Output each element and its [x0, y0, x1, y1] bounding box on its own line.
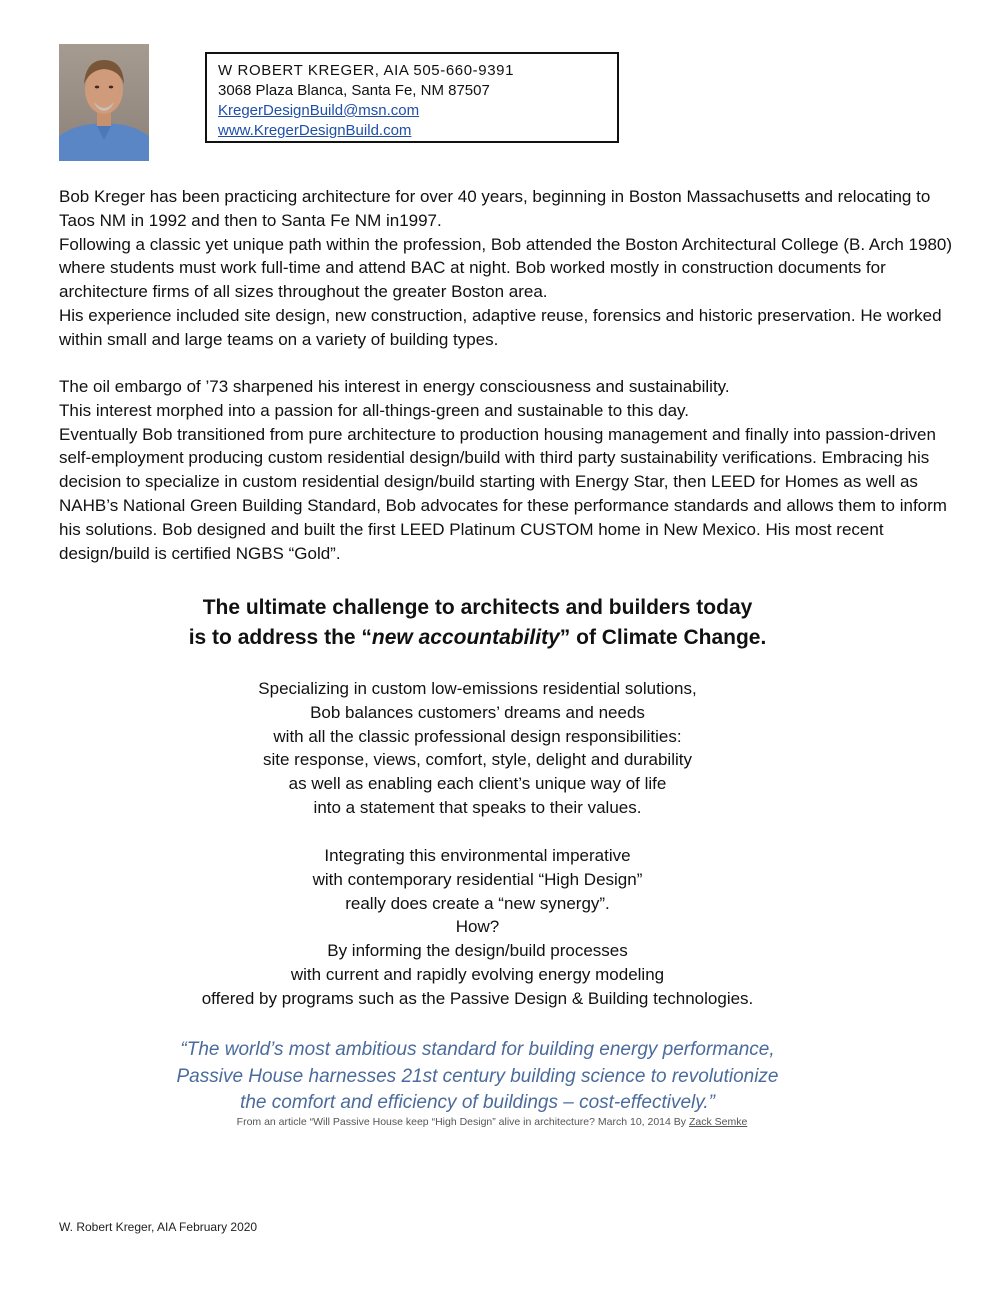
- contact-website-link[interactable]: www.KregerDesignBuild.com: [218, 122, 412, 139]
- contact-address: 3068 Plaza Blanca, Santa Fe, NM 87507: [218, 82, 490, 99]
- page-footer: W. Robert Kreger, AIA February 2020: [59, 1220, 258, 1234]
- text-line: with contemporary residential “High Design”: [312, 869, 643, 889]
- bio-text: Eventually Bob transitioned from pure architecture to production housing management and finally into passion-driven self-employment producing custom residential design/build with third party sustainability verifications. Embracing his decision to specialize in custom residential design/build starting with Energy Star, then LEED for Homes as well as NAHB’s National Green Building Standard, Bob advocates for these performance standards and allows them to inform his solutions. Bob designed and built the first LEED Platinum CUSTOM home in New Mexico. His most recent design/build is certified NGBS “Gold”.: [59, 424, 947, 563]
- bio-paragraph-2: [59, 375, 959, 565]
- source-author-link[interactable]: Zack Semke: [688, 1116, 748, 1128]
- text-line: By informing the design/build processes: [327, 941, 628, 961]
- contact-email-link[interactable]: KregerDesignBuild@msn.com: [218, 102, 420, 119]
- headline-line-2: is to address the “new accountability” of Climate Change.: [188, 626, 767, 649]
- headline-emphasis: new accountability: [371, 626, 560, 649]
- text-line: with current and rapidly evolving energy modeling: [290, 964, 665, 984]
- quote-line: “The world’s most ambitious standard for building energy performance,: [180, 1039, 775, 1060]
- text-line: Bob balances customers’ dreams and needs: [310, 702, 645, 722]
- bio-text: His experience included site design, new construction, adaptive reuse, forensics and historic preservation. He worked within small and large teams on a variety of building types.: [59, 305, 942, 349]
- quote-line: the comfort and efficiency of buildings – cost-effectively.”: [240, 1092, 715, 1113]
- text-line: How?: [455, 917, 500, 937]
- text-line: Integrating this environmental imperative: [324, 846, 631, 865]
- specializing-block: [0, 677, 955, 820]
- text-line: really does create a “new synergy”.: [345, 893, 610, 913]
- contact-box: [205, 52, 619, 143]
- bio-text: This interest morphed into a passion for all-things-green and sustainable to this day.: [59, 400, 689, 420]
- headline: [0, 593, 955, 653]
- quote-source: [0, 1116, 984, 1128]
- bio-text: Bob Kreger has been practicing architecture for over 40 years, beginning in Boston Massachusetts and relocating to Taos NM in 1992 and then to Santa Fe NM in1997.: [59, 187, 931, 230]
- text-line: Specializing in custom low-emissions residential solutions,: [258, 679, 697, 698]
- bio-text: The oil embargo of ’73 sharpened his interest in energy consciousness and sustainability.: [59, 377, 730, 396]
- text-line: offered by programs such as the Passive Design & Building technologies.: [201, 988, 754, 1008]
- portrait-photo: [59, 44, 149, 161]
- text-line: as well as enabling each client’s unique way of life: [288, 774, 667, 794]
- bio-paragraph-1: [59, 185, 959, 352]
- headline-line-1: The ultimate challenge to architects and builders today: [202, 596, 753, 619]
- text-line: into a statement that speaks to their values.: [313, 797, 642, 817]
- pull-quote: [0, 1037, 955, 1117]
- integrating-block: [0, 844, 955, 1011]
- bio-text: Following a classic yet unique path within the profession, Bob attended the Boston Architectural College (B. Arch 1980) where students must work full-time and attend BAC at night. Bob worked mostly in construction documents for architecture firms of all sizes throughout the greater Boston area.: [59, 234, 953, 302]
- text-line: site response, views, comfort, style, delight and durability: [263, 750, 692, 770]
- contact-name-phone: W ROBERT KREGER, AIA 505-660-9391: [218, 62, 515, 79]
- text-line: with all the classic professional design responsibilities:: [273, 726, 682, 746]
- source-text: From an article “Will Passive House keep “High Design” alive in architecture? March 10, 2014 By: [236, 1116, 689, 1128]
- quote-line: Passive House harnesses 21st century building science to revolutionize: [176, 1065, 779, 1087]
